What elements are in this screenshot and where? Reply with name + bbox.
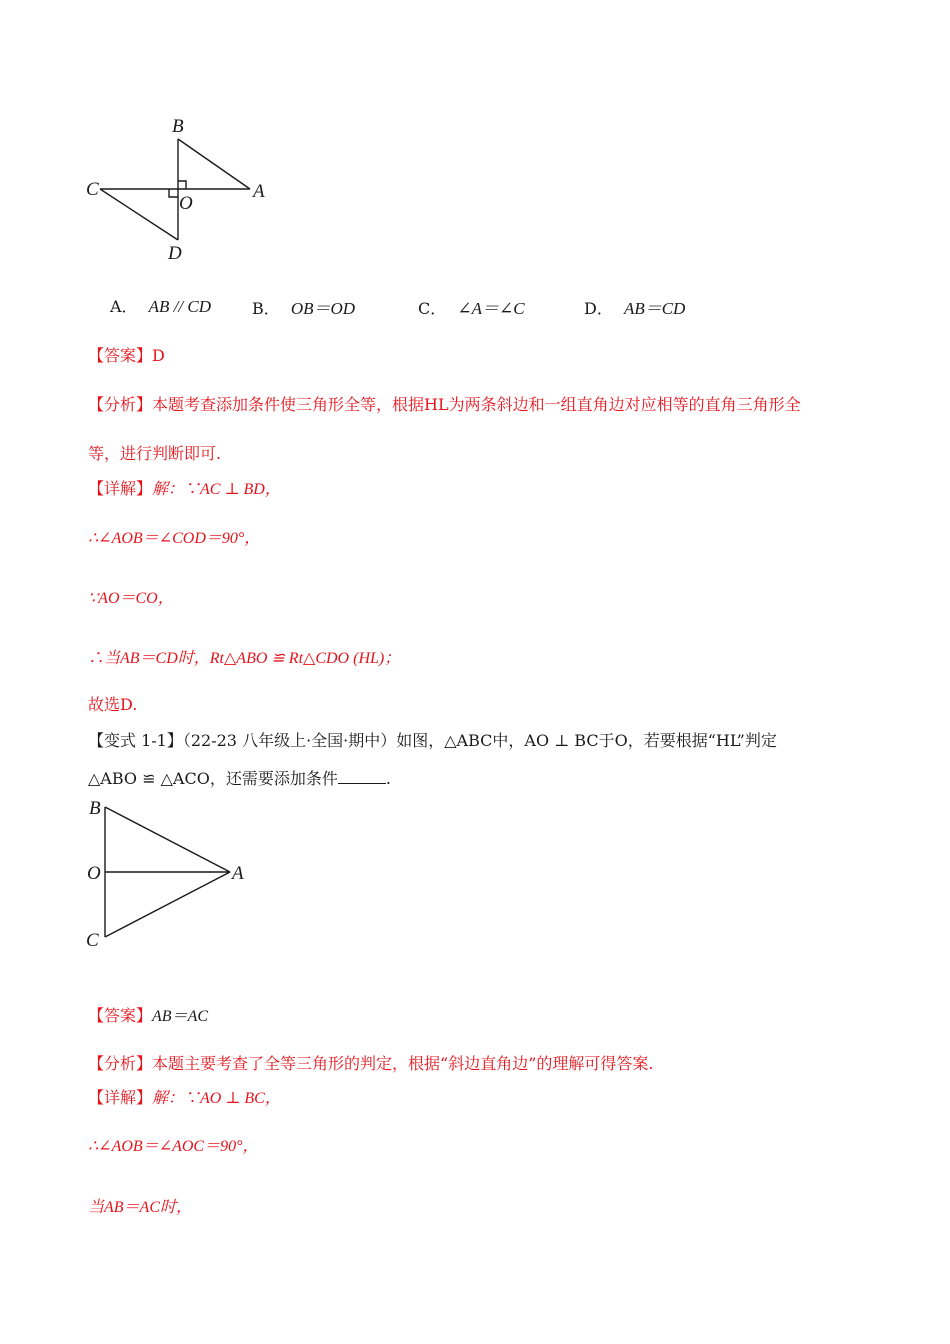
label-A: A (253, 181, 265, 202)
q2-detail-line1: 【详解】解：∵AO ⊥ BC， (88, 1088, 281, 1107)
q1-detail-line4: ∴当AB＝CD时，Rt△ABO ≌ Rt△CDO (HL)； (88, 650, 401, 667)
label-C: C (86, 930, 99, 951)
label-A: A (232, 863, 244, 884)
q1-detail-line5: 故选D. (88, 695, 138, 714)
label-B: B (89, 798, 101, 819)
q2-answer: 【答案】AB＝AC (88, 1006, 209, 1025)
figure-2-diagram (80, 795, 260, 955)
q2-detail-line3: 当AB＝AC时， (88, 1199, 192, 1216)
option-b: B． OB＝OD (252, 299, 356, 318)
option-c: C． ∠A＝∠C (418, 299, 525, 318)
segment-BA (105, 807, 230, 872)
label-O: O (87, 863, 101, 884)
q1-detail-line1: 【详解】解：∵AC ⊥ BD， (88, 479, 281, 498)
segment-CD (100, 189, 178, 240)
variant-stem-line1: 【变式 1-1】（22-23 八年级上·全国·期中）如图，△ABC中，AO ⊥ BC于O，若要根据“HL”判定 (88, 731, 777, 750)
option-a: A． AB // CD (110, 297, 211, 316)
q1-analysis-line1: 【分析】本题考查添加条件使三角形全等，根据HL为两条斜边和一组直角边对应相等的直角三角形全 (88, 395, 801, 414)
q1-detail-line2: ∴∠AOB＝∠COD＝90°， (88, 530, 261, 547)
right-angle-mark (169, 189, 178, 197)
label-B: B (172, 116, 184, 137)
figure-1-diagram (80, 112, 280, 267)
q2-detail-line2: ∴∠AOB＝∠AOC＝90°， (88, 1138, 259, 1155)
option-d: D． AB＝CD (584, 299, 686, 318)
q1-analysis-line2: 等，进行判断即可. (88, 444, 222, 463)
variant-stem-line2: △ABO ≌ △ACO，还需要添加条件 . (88, 769, 391, 788)
q1-answer: 【答案】D (88, 346, 165, 365)
label-D: D (168, 243, 182, 264)
q1-detail-line3: ∵AO＝CO， (88, 590, 174, 607)
label-C: C (86, 179, 99, 200)
q2-analysis: 【分析】本题主要考查了全等三角形的判定，根据“斜边直角边”的理解可得答案. (88, 1054, 654, 1073)
segment-BA (178, 139, 250, 189)
label-O: O (179, 193, 193, 214)
answer-blank (338, 769, 386, 784)
segment-CA (105, 872, 230, 937)
